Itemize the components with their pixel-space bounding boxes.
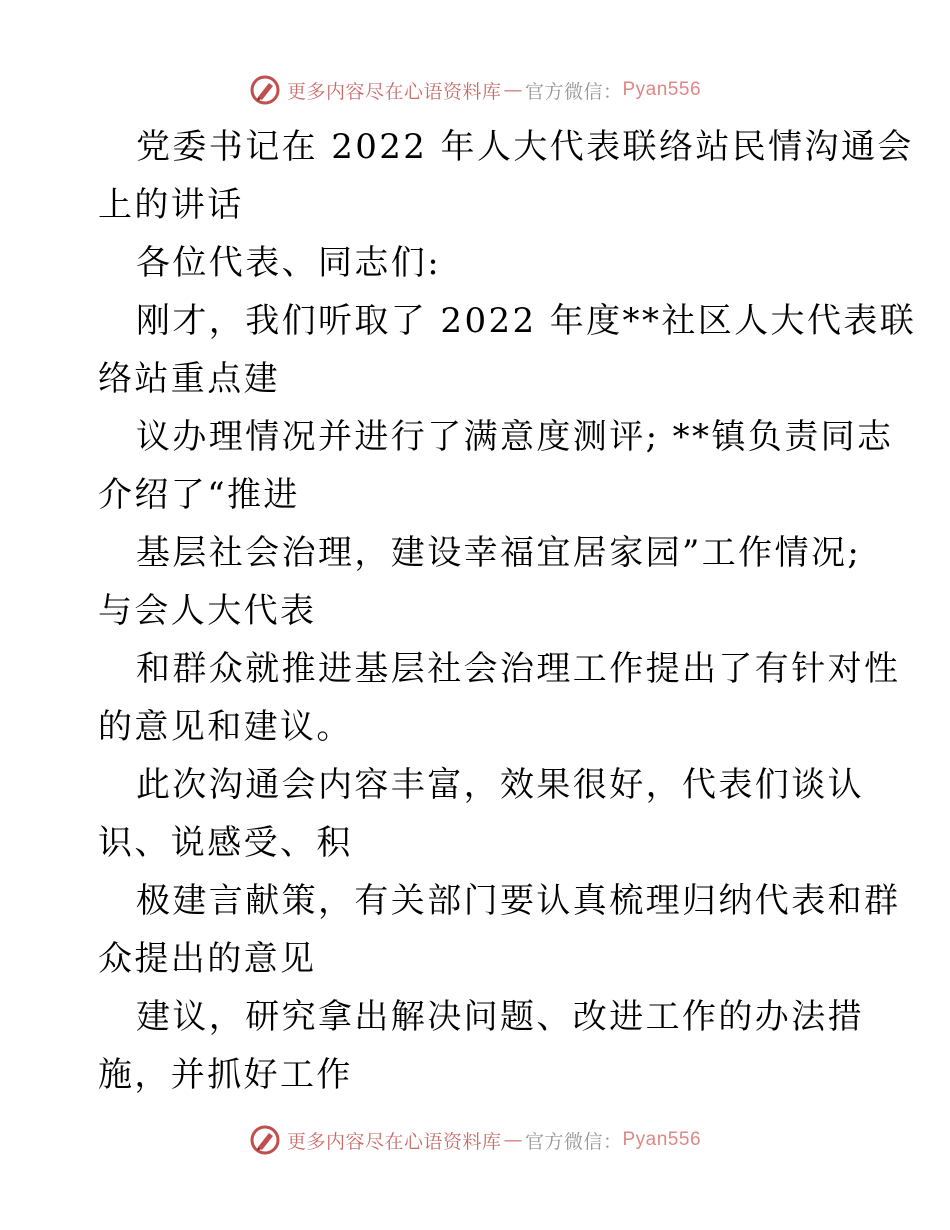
text-line: 与会人大代表 — [98, 591, 317, 631]
text-line: 建议，研究拿出解决问题、改进工作的办法措 — [136, 997, 864, 1037]
text-line: 介绍了“推进 — [98, 475, 300, 515]
text-line: 极建言献策，有关部门要认真梳理归纳代表和群 — [136, 881, 901, 921]
paragraph — [98, 640, 901, 756]
watermark-label: 官方微信： — [524, 1130, 623, 1153]
text-line: 党委书记在 2022 年人大代表联络站民情沟通会 — [136, 127, 914, 167]
watermark-separator: — — [503, 1129, 523, 1151]
text-line: 众提出的意见 — [98, 939, 317, 979]
pen-logo-icon — [249, 1124, 281, 1156]
text-line: 各位代表、同志们: — [136, 243, 442, 283]
document-body — [98, 118, 917, 1104]
text-line: 基层社会治理，建设幸福宜居家园”工作情况; — [136, 533, 862, 573]
paragraph — [98, 292, 917, 408]
salutation — [98, 234, 858, 292]
watermark-label: 官方微信： — [524, 80, 623, 103]
text-line: 识、说感受、积 — [98, 823, 353, 863]
paragraph — [98, 988, 864, 1104]
text-line: 和群众就推进基层社会治理工作提出了有针对性 — [136, 649, 901, 689]
text-line: 此次沟通会内容丰富，效果很好，代表们谈认 — [136, 765, 864, 805]
text-line: 的意见和建议。 — [98, 707, 353, 747]
text-line: 刚才，我们听取了 2022 年度**社区人大代表联 — [136, 301, 917, 341]
text-line: 议办理情况并进行了满意度测评; **镇负责同志 — [136, 417, 894, 457]
paragraph — [98, 756, 864, 872]
document-title — [98, 118, 914, 234]
text-line: 上的讲话 — [98, 185, 244, 225]
header-watermark — [0, 72, 950, 108]
paragraph — [98, 408, 894, 524]
watermark-id: Pyan556 — [622, 79, 702, 100]
watermark-separator: — — [503, 79, 523, 101]
watermark-id: Pyan556 — [622, 1129, 702, 1150]
pen-logo-icon — [249, 74, 281, 106]
text-line: 络站重点建 — [98, 359, 280, 399]
paragraph — [98, 872, 901, 988]
paragraph — [98, 524, 862, 640]
footer-watermark — [0, 1122, 950, 1158]
watermark-text: 更多内容尽在心语资料库 — [286, 80, 502, 103]
watermark-text: 更多内容尽在心语资料库 — [286, 1130, 502, 1153]
text-line: 施，并抓好工作 — [98, 1055, 353, 1095]
